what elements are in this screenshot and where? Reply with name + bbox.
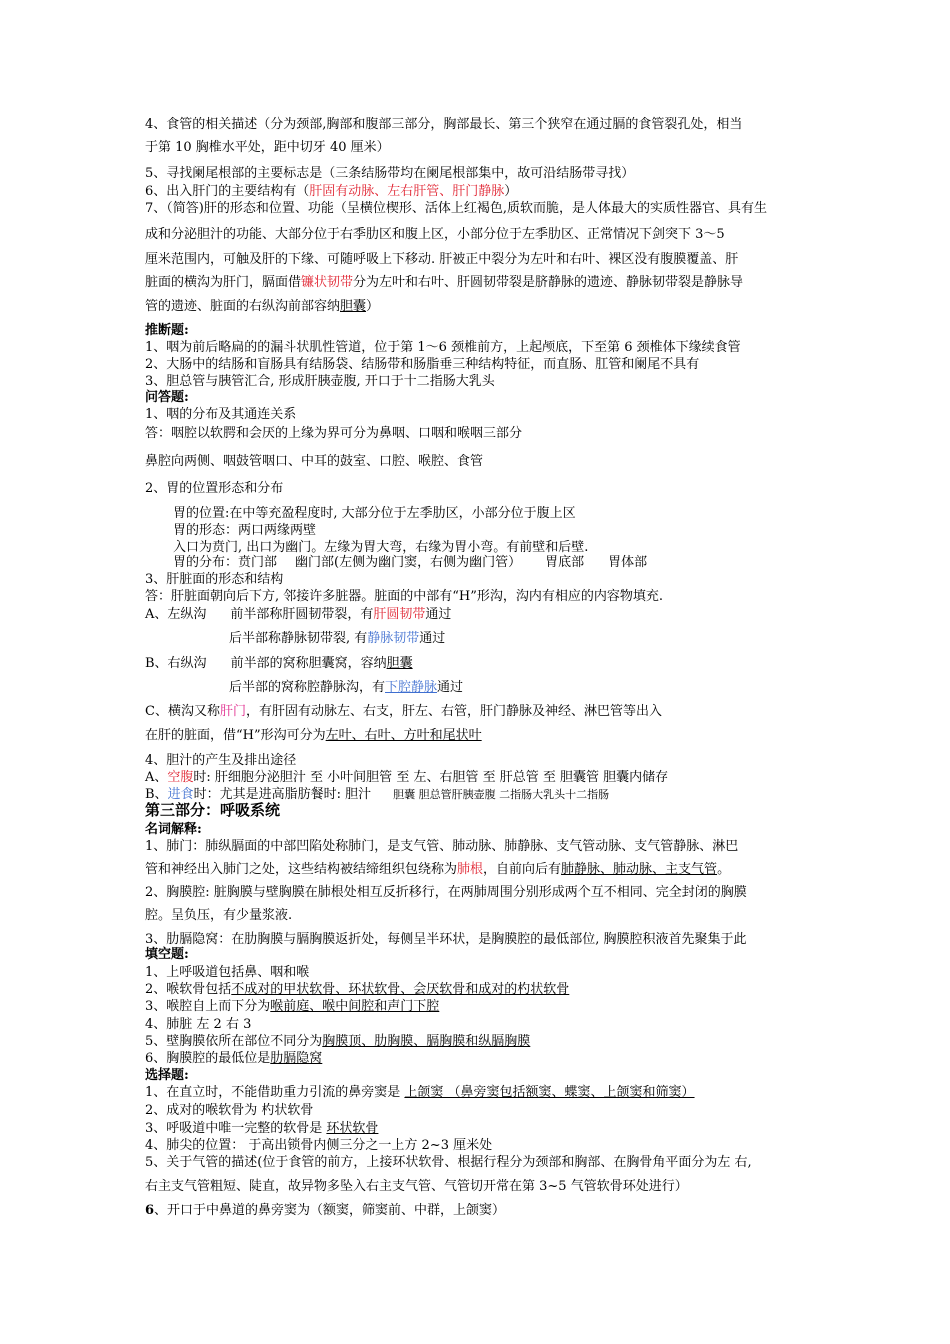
highlight-blue: 进食 xyxy=(167,787,194,802)
underlined-term: 环状软骨 xyxy=(326,1121,379,1136)
underlined-term: 左叶、右叶、方叶和尾状叶 xyxy=(325,728,482,743)
section-heading: 推断题: xyxy=(145,323,189,338)
text-line: 脏面的横沟为肝门，膈面借镰状韧带分为左叶和右叶、肝圆韧带裂是脐静脉的遗迹、静脉韧带裂是静脉导 xyxy=(145,275,744,290)
highlight-blue: 静脉韧带 xyxy=(367,631,420,646)
text-line: 2、胸膜腔: 脏胸膜与壁胸膜在肺根处相互反折移行，在两肺周围分别形成两个互不相同、完全封闭的胸膜 xyxy=(145,885,747,900)
section-heading: 问答题: xyxy=(145,390,189,405)
text-line: 胃的形态：两口两缘两壁 xyxy=(173,523,317,538)
text-line: 6、开口于中鼻道的鼻旁窦为（额窦，筛窦前、中群，上颌窦） xyxy=(145,1203,506,1218)
underlined-term: 胆囊 xyxy=(340,299,367,314)
highlight-red: 镰状韧带 xyxy=(301,275,354,290)
text-line: 胃的分布：贲门部 幽门部(左侧为幽门窦，右侧为幽门管） 胃底部 胃体部 xyxy=(173,555,648,570)
highlight-red: 空腹 xyxy=(167,770,194,785)
text-line: B、进食时：尤其是进高脂肪餐时: 胆汁 胆囊 胆总管肝胰壶腹 二指肠大乳头十二指肠 xyxy=(145,787,610,802)
underlined-term: 肋膈隐窝 xyxy=(270,1051,323,1066)
text-line: 5、寻找阑尾根部的主要标志是（三条结肠带均在阑尾根部集中，故可沿结肠带寻找） xyxy=(145,166,635,181)
highlight-magenta: 肝门 xyxy=(219,704,246,719)
highlight-red: 肝圆韧带 xyxy=(373,607,426,622)
text-line: 3、喉腔自上而下分为喉前庭、喉中间腔和声门下腔 xyxy=(145,999,440,1014)
text-line: 7、（简答)肝的形态和位置、功能（呈横位楔形、活体上红褐色,质软而脆，是人体最大的实质性器官、具有生 xyxy=(145,201,767,216)
underlined-term: 肺静脉、肺动脉、主支气管 xyxy=(561,862,718,877)
text-line: 1、咽的分布及其通连关系 xyxy=(145,407,297,422)
text-line: 后半部称静脉韧带裂, 有静脉韧带通过 xyxy=(229,631,446,646)
text-line: 入口为贲门, 出口为幽门。左缘为胃大弯，右缘为胃小弯。有前壁和后壁. xyxy=(173,540,589,555)
section-heading: 填空题: xyxy=(145,947,189,962)
text-line: 管的遗迹、脏面的右纵沟前部容纳胆囊） xyxy=(145,299,380,314)
text-line: A、空腹时: 肝细胞分泌胆汁 至 小叶间胆管 至 左、右胆管 至 肝总管 至 胆囊管 胆囊内储存 xyxy=(145,770,669,785)
text-line: 6、胸膜腔的最低位是肋膈隐窝 xyxy=(145,1051,323,1066)
text-line: 5、壁胸膜依所在部位不同分为胸膜顶、肋胸膜、膈胸膜和纵膈胸膜 xyxy=(145,1034,531,1049)
text-line: 在肝的脏面，借“H”形沟可分为左叶、右叶、方叶和尾状叶 xyxy=(145,728,482,743)
text-line: 答：咽腔以软腭和会厌的上缘为界可分为鼻咽、口咽和喉咽三部分 xyxy=(145,426,523,441)
underlined-term: 不成对的甲状软骨、环状软骨、会厌软骨和成对的杓状软骨 xyxy=(231,982,570,997)
text-line: 4、胆汁的产生及排出途径 xyxy=(145,753,297,768)
section-heading: 名词解释: xyxy=(145,822,202,837)
text-line: 管和神经出入肺门之处，这些结构被结缔组织包绕称为肺根，自前向后有肺静脉、肺动脉、主支气管。 xyxy=(145,862,731,877)
text-line: 3、胆总管与胰管汇合, 形成肝胰壶腹, 开口于十二指肠大乳头 xyxy=(145,374,495,389)
text-line: 鼻腔向两侧、咽鼓管咽口、中耳的鼓室、口腔、喉腔、食管 xyxy=(145,454,484,469)
underlined-term: 胸膜顶、肋胸膜、膈胸膜和纵膈胸膜 xyxy=(322,1034,531,1049)
text-line: 2、喉软骨包括不成对的甲状软骨、环状软骨、会厌软骨和成对的杓状软骨 xyxy=(145,982,570,997)
highlight-red: 肝固有动脉、左右肝管、肝门静脉 xyxy=(309,184,505,199)
part-title: 第三部分：呼吸系统 xyxy=(145,801,281,819)
text-line: 胃的位置:在中等充盈程度时, 大部分位于左季肋区，小部分位于腹上区 xyxy=(173,506,576,521)
text-line: 3、呼吸道中唯一完整的软骨是 环状软骨 xyxy=(145,1121,379,1136)
text-line: 2、大肠中的结肠和盲肠具有结肠袋、结肠带和肠脂垂三种结构特征，而直肠、肛管和阑尾不具有 xyxy=(145,357,700,372)
highlight-blue: 下腔静脉 xyxy=(385,680,438,695)
text-line: 右主支气管粗短、陡直，故异物多坠入右主支气管、气管切开常在第 3~5 气管软骨环处进行） xyxy=(145,1179,688,1194)
text-line: 4、肺尖的位置： 于高出锁骨内侧三分之一上方 2~3 厘米处 xyxy=(145,1138,493,1153)
text-line: A、左纵沟 前半部称肝圆韧带裂，有肝圆韧带通过 xyxy=(145,607,452,622)
text-line: 腔。呈负压，有少量浆液. xyxy=(145,908,293,923)
text-line: 答：肝脏面朝向后下方, 邻接许多脏器。脏面的中部有“H”形沟，沟内有相应的内容物填充. xyxy=(145,589,664,604)
text-line: 1、咽为前后略扁的的漏斗状肌性管道，位于第 1～6 颈椎前方，上起颅底，下至第 6 颈椎体下缘续食管 xyxy=(145,340,741,355)
text-line: 6、出入肝门的主要结构有（肝固有动脉、左右肝管、肝门静脉） xyxy=(145,184,518,199)
text-line: B、右纵沟 前半部的窝称胆囊窝，容纳胆囊 xyxy=(145,656,413,671)
text-line: 2、成对的喉软骨为 杓状软骨 xyxy=(145,1103,314,1118)
text-line: 1、上呼吸道包括鼻、咽和喉 xyxy=(145,965,310,980)
text-line: 1、肺门：肺纵膈面的中部凹陷处称肺门，是支气管、肺动脉、肺静脉、支气管动脉、支气管静脉、淋巴 xyxy=(145,839,739,854)
text-line: 4、肺脏 左 2 右 3 xyxy=(145,1017,252,1032)
text-line: 1、在直立时，不能借助重力引流的鼻旁窦是 上颌窦 （鼻旁窦包括额窦、蝶窦、上颌窦和筛窦） xyxy=(145,1085,695,1100)
text-line: 4、食管的相关描述（分为颈部,胸部和腹部三部分，胸部最长、第三个狭窄在通过膈的食管裂孔处，相当 xyxy=(145,117,743,132)
highlight-red: 肺根 xyxy=(457,862,484,877)
text-line: 厘米范围内，可触及肝的下缘、可随呼吸上下移动. 肝被正中裂分为左叶和右叶、裸区没有腹膜覆盖、肝 xyxy=(145,252,739,267)
underlined-term: 胆囊 xyxy=(386,656,413,671)
section-heading: 选择题: xyxy=(145,1068,189,1083)
text-line: 2、胃的位置形态和分布 xyxy=(145,481,284,496)
text-line: 于第 10 胸椎水平处，距中切牙 40 厘米） xyxy=(145,140,390,155)
underlined-term: 喉前庭、喉中间腔和声门下腔 xyxy=(270,999,440,1014)
text-line: 3、肋膈隐窝：在肋胸膜与膈胸膜返折处，每侧呈半环状，是胸膜腔的最低部位, 胸膜腔积液首先聚集于此 xyxy=(145,932,747,947)
text-line: 5、关于气管的描述(位于食管的前方，上接环状软骨、根据行程分为颈部和胸部、在胸骨角平面分为左 右, xyxy=(145,1155,752,1170)
text-line: 成和分泌胆汁的功能、大部分位于右季肋区和腹上区，小部分位于左季肋区、正常情况下剑突下 3～5 xyxy=(145,227,725,242)
text-line: 后半部的窝称腔静脉沟，有下腔静脉通过 xyxy=(229,680,464,695)
text-line: 3、肝脏面的形态和结构 xyxy=(145,572,284,587)
text-line: C、横沟又称肝门，有肝固有动脉左、右支，肝左、右管，肝门静脉及神经、淋巴管等出入 xyxy=(145,704,662,719)
underlined-term: 上颌窦 （鼻旁窦包括额窦、蝶窦、上颌窦和筛窦） xyxy=(404,1085,695,1100)
